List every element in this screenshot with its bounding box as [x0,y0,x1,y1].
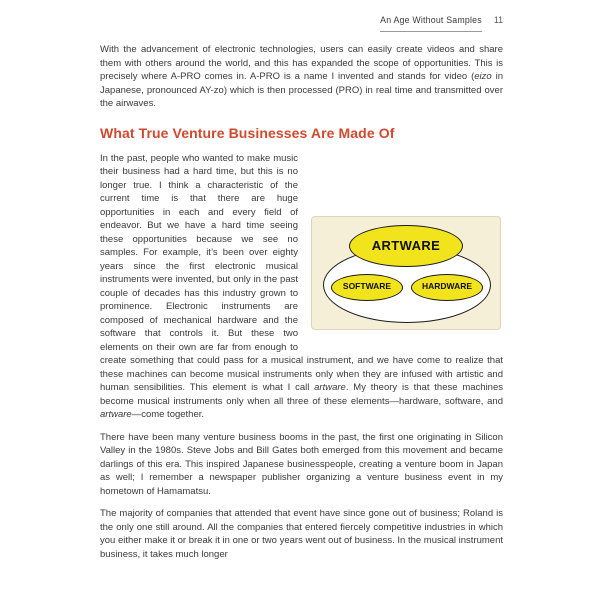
page-number: 11 [493,15,503,25]
running-header-title: An Age Without Samples [380,15,482,32]
artware-label: ARTWARE [371,237,441,253]
section-heading: What True Venture Businesses Are Made Of [100,124,395,141]
software-label: SOFTWARE [342,281,392,292]
figure-float [298,152,503,352]
venture-paragraph: There have been many venture business booms in the past, the first one originating in Silicon Valley in the 1980s. Steve Jobs and Bill Gates both emerged from this movement and became darlings of this era. This inspired Japanese businesspeople, creating a venture boom in Japan as well; I remember a newspaper publisher organizing a venture business event in my hometown of Hamamatsu. [100,431,503,497]
artware-ellipse [349,225,463,267]
artware-diagram [311,216,501,330]
running-header [380,15,503,32]
intro-paragraph: With the advancement of electronic technologies, users can easily create videos and share them with others around the world, and this has expanded the scope of opportunities. This is precisely where A-PRO comes in. A-PRO is a name I invented and stands for video (eizo in Japanese, pronounced AY-zo) which is then processed (PRO) in real time and transmitted over the airwaves. [100,44,503,109]
companies-paragraph: The majority of companies that attended that event have since gone out of business; Roland is the only one still around. All the companies that entered fiercely competitive industries in which you either make it or break it in one or two years went out of business. In the musical instrument business, it takes much longer [100,508,503,560]
artware-paragraph: ARTWARE SOFTWARE HARDWARE In the past, people who wanted to make music their business had a hard time, but this is no longer true. I think a characteristic of the current time is that there are huge opportunities in each and every field of endeavor. But we have a hard time seeing these opportunities because we see no samples. For example, it’s been over eighty years since the first electronic musical instruments were invented, but only in the past couple of decades has this industry grown to prominence. Electronic instruments are composed of mechanical hardware and the software that controls it. But these two elements on their own are far from enough to create something that could pass for a musical instrument, and we have come to realize that these machines can become musical instruments only when they are infused with artistic and human sensibilities. This element is what I call artware. My theory is that these machines become musical instruments only when all three of these elements—hardware, software, and artware—come together. [100,152,503,420]
hardware-ellipse [411,274,483,301]
hardware-label: HARDWARE [421,281,473,292]
software-ellipse [331,274,403,301]
page-content [100,43,503,570]
